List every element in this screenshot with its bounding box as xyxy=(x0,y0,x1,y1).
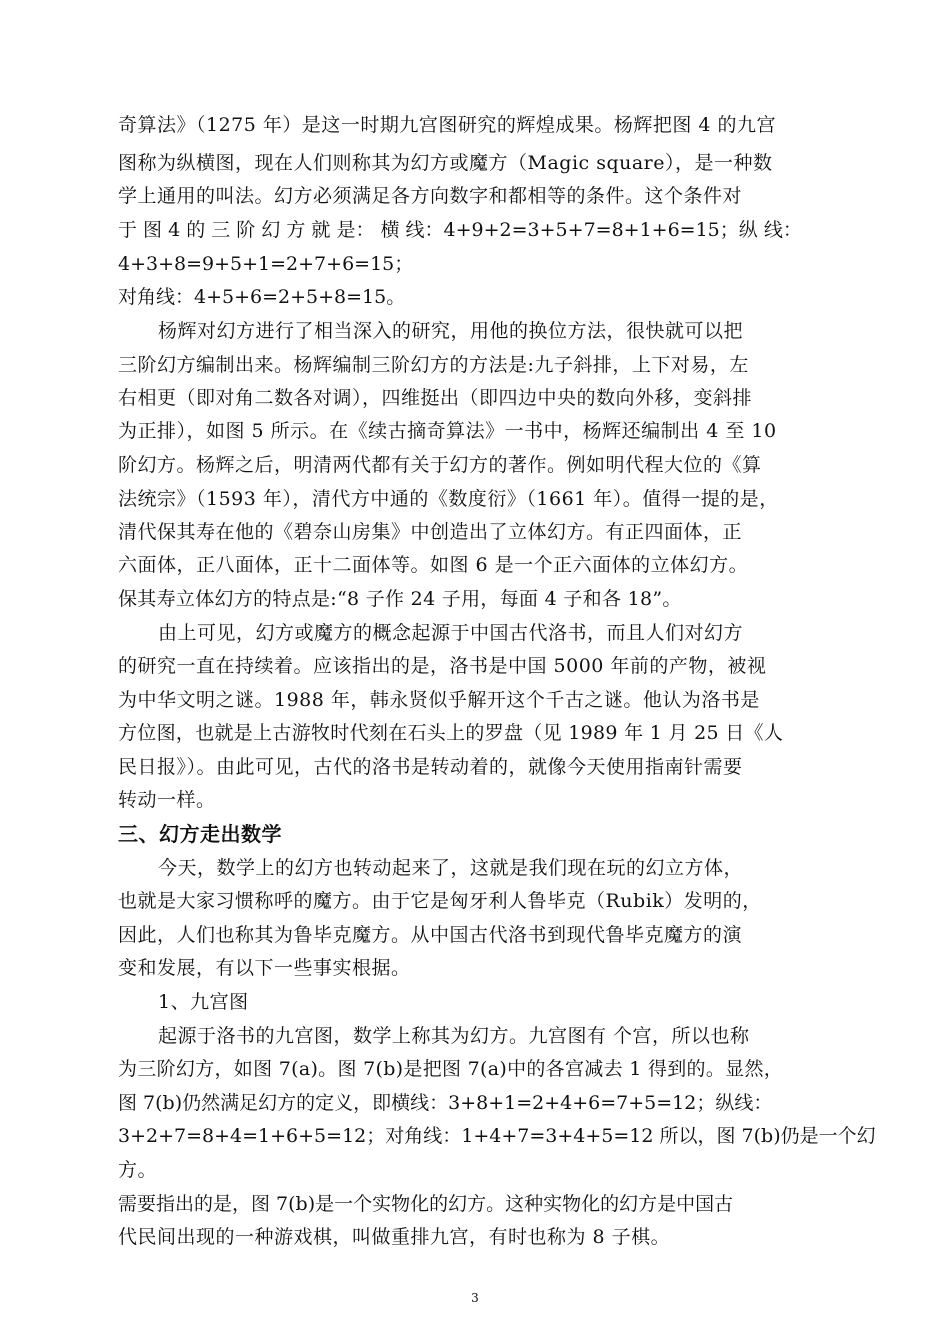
text-line: 对角线：4+5+6=2+5+8=15。 xyxy=(118,286,406,308)
text-line: 奇算法》（1275 年）是这一时期九宫图研究的辉煌成果。杨辉把图 4 的九宫 xyxy=(118,114,777,136)
text-line: 图 7(b)仍然满足幻方的定义，即横线：3+8+1=2+4+6=7+5=12；纵线： xyxy=(118,1092,773,1114)
text-line: 为正排），如图 5 所示。在《续古摘奇算法》一书中，杨辉还编制出 4 至 10 xyxy=(118,420,777,442)
text-line: 1、九宫图 xyxy=(158,991,249,1013)
section-heading: 三、幻方走出数学 xyxy=(118,822,282,846)
text-line: 的研究一直在持续着。应该指出的是，洛书是中国 5000 年前的产物，被视 xyxy=(118,655,767,677)
text-line: 保其寿立体幻方的特点是:“8 子作 24 子用，每面 4 子和各 18”。 xyxy=(118,588,682,610)
text-line: 杨辉对幻方进行了相当深入的研究，用他的换位方法，很快就可以把 xyxy=(158,320,744,342)
text-line: 图称为纵横图，现在人们则称其为幻方或魔方（Magic square），是一种数 xyxy=(118,152,773,174)
text-line: 学上通用的叫法。幻方必须满足各方向数字和都相等的条件。这个条件对 xyxy=(118,185,743,207)
text-line: 阶幻方。杨辉之后，明清两代都有关于幻方的著作。例如明代程大位的《算 xyxy=(118,454,762,476)
text-line: 因此，人们也称其为鲁毕克魔方。从中国古代洛书到现代鲁毕克魔方的演 xyxy=(118,924,743,946)
text-line: 代民间出现的一种游戏棋，叫做重排九宫，有时也称为 8 子棋。 xyxy=(118,1226,671,1248)
text-line: 为三阶幻方，如图 7(a)。图 7(b)是把图 7(a)中的各宫减去 1 得到的。显然， xyxy=(118,1058,784,1080)
text-line: 民日报》）。由此可见，古代的洛书是转动着的，就像今天使用指南针需要 xyxy=(118,756,743,778)
text-line: 方位图，也就是上古游牧时代刻在石头上的罗盘（见 1989 年 1 月 25 日《人 xyxy=(118,722,784,744)
text-line: 三阶幻方编制出来。杨辉编制三阶幻方的方法是:九子斜排，上下对易，左 xyxy=(118,354,749,376)
text-line: 右相更（即对角二数各对调），四维挺出（即四边中央的数向外移，变斜排 xyxy=(118,387,753,409)
page-number: 3 xyxy=(471,1291,479,1305)
text-line: 起源于洛书的九宫图，数学上称其为幻方。九宫图有 个宫，所以也称 xyxy=(158,1025,750,1047)
text-line: 3+2+7=8+4=1+6+5=12；对角线：1+4+7=3+4+5=12 所以，图 7(b)仍是一个幻 xyxy=(118,1125,876,1147)
text-line: 今天，数学上的幻方也转动起来了，这就是我们现在玩的幻立方体， xyxy=(158,857,744,879)
text-line: 清代保其寿在他的《碧奈山房集》中创造出了立体幻方。有正四面体，正 xyxy=(118,521,743,543)
text-line: 于 图 4 的 三 阶 幻 方 就 是： 横 线：4+9+2=3+5+7=8+1+6=15；纵 线： xyxy=(118,219,802,241)
text-line: 由上可见，幻方或魔方的概念起源于中国古代洛书，而且人们对幻方 xyxy=(158,622,744,644)
text-line: 为中华文明之谜。1988 年，韩永贤似乎解开这个千古之谜。他认为洛书是 xyxy=(118,689,760,711)
text-line: 六面体，正八面体，正十二面体等。如图 6 是一个正六面体的立体幻方。 xyxy=(118,554,749,576)
text-line: 4+3+8=9+5+1=2+7+6=15； xyxy=(118,253,414,275)
text-line: 也就是大家习惯称呼的魔方。由于它是匈牙利人鲁毕克（Rubik）发明的， xyxy=(118,890,762,912)
text-line: 法统宗》（1593 年），清代方中通的《数度衍》（1661 年）。值得一提的是， xyxy=(118,488,779,510)
text-line: 转动一样。 xyxy=(118,789,216,811)
text-line: 需要指出的是，图 7(b)是一个实物化的幻方。这种实物化的幻方是中国古 xyxy=(118,1193,734,1215)
text-line: 变和发展，有以下一些事实根据。 xyxy=(118,957,411,979)
text-line: 方。 xyxy=(118,1159,158,1181)
